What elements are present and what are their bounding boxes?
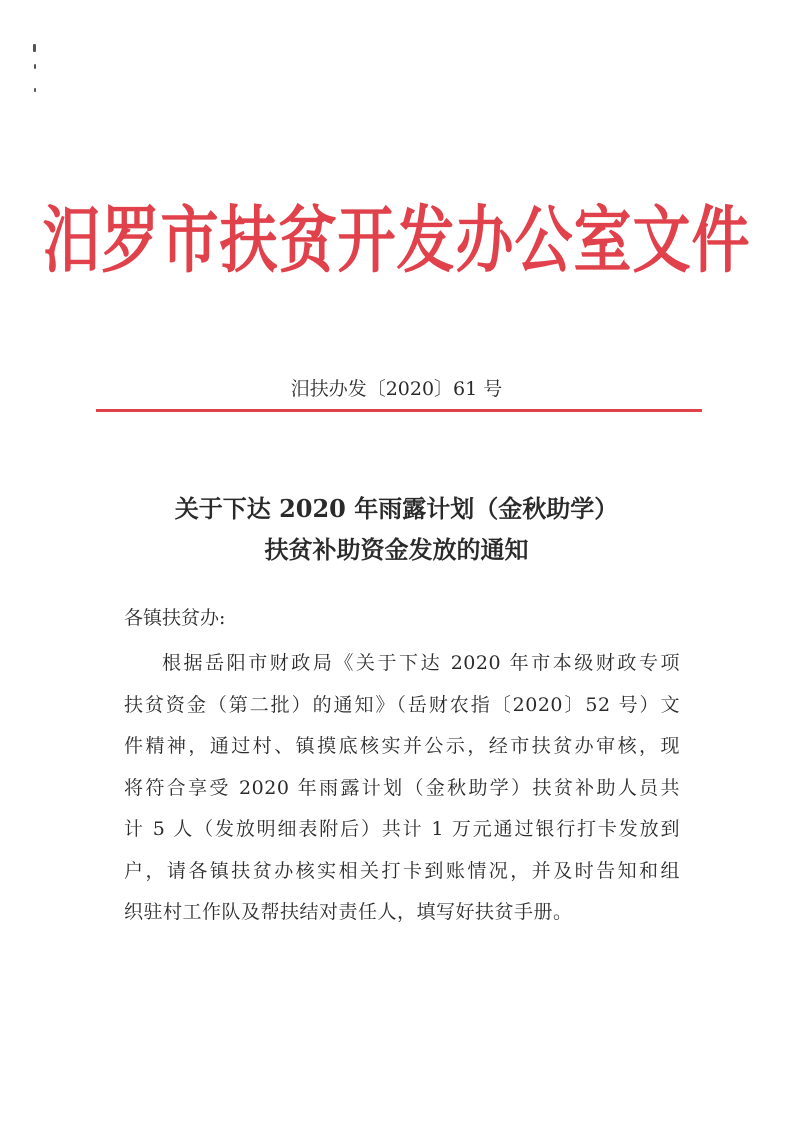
notice-title — [0, 488, 793, 570]
document-number: 汨扶办发〔2020〕61 号 — [290, 378, 503, 400]
body-line: 织驻村工作队及帮扶结对责任人，填写好扶贫手册。 — [124, 901, 573, 923]
body-line: 将符合享受 2020 年雨露计划（金秋助学）扶贫补助人员共 — [124, 776, 680, 799]
body-line: 根据岳阳市财政局《关于下达 2020 年市本级财政专项 — [162, 652, 680, 674]
body-line: 户，请各镇扶贫办核实相关打卡到账情况，并及时告知和组 — [124, 859, 680, 882]
issuer-red-header: 汨罗市扶贫开发办公室文件 — [42, 198, 751, 283]
scan-artifact — [33, 44, 36, 52]
body-paragraph — [124, 648, 680, 939]
scan-artifact — [34, 64, 36, 69]
salutation: 各镇扶贫办: — [124, 607, 226, 629]
body-line: 扶贫资金（第二批）的通知》（岳财农指〔2020〕52 号）文 — [124, 693, 680, 716]
body-line: 计 5 人（发放明细表附后）共计 1 万元通过银行打卡发放到 — [124, 818, 680, 840]
scan-artifact — [34, 88, 36, 92]
notice-title-line: 扶贫补助资金发放的通知 — [264, 535, 529, 564]
body-line: 件精神，通过村、镇摸底核实并公示，经市扶贫办审核，现 — [124, 735, 680, 757]
red-divider-line — [96, 409, 702, 412]
notice-title-line: 关于下达 2020 年雨露计划（金秋助学） — [174, 494, 619, 523]
